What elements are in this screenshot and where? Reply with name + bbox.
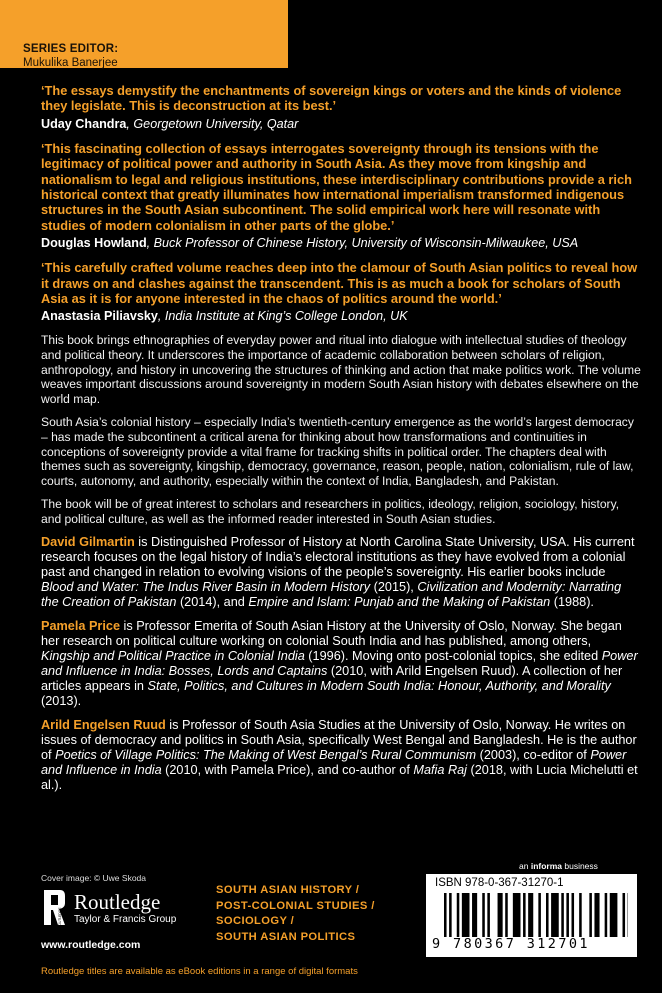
description-paragraph: The book will be of great interest to scholars and researchers in politics, ideology, religion, sociology, history, and political culture, as well as the informed reader interested in South Asian studies. <box>41 497 620 526</box>
subject-categories <box>216 883 375 945</box>
publisher-group: Taylor & Francis Group <box>74 914 177 925</box>
ebook-availability-note: Routledge titles are available as eBook editions in a range of digital formats <box>41 966 358 977</box>
informa-business-label: an informa business <box>519 861 598 871</box>
publisher-name: Routledge <box>74 890 161 914</box>
endorsement <box>41 141 641 251</box>
series-editor-label: SERIES EDITOR: <box>23 43 119 55</box>
subject-category: SOCIOLOGY / <box>216 915 295 927</box>
subject-category: POST-COLONIAL STUDIES / <box>216 899 375 912</box>
series-editor-box <box>0 0 288 68</box>
endorser-affiliation: , India Institute at King’s College London, UK <box>157 309 408 324</box>
editor-name: Pamela Price <box>41 618 120 633</box>
description-paragraph: This book brings ethnographies of everyday power and ritual into dialogue with intellectual studies of theology and political theory. It underscores the importance of academic collaboration between scholars of religion, anthropology, and history in uncovering the structures of thinking and action that make politics work. The volume weaves important discussions around sovereignty in modern South Asian history with debates elsewhere on the world map. <box>41 333 641 406</box>
description-paragraph: South Asia’s colonial history – especially India’s twentieth-century emergence as the world’s largest democracy – has made the subcontinent a critical arena for thinking about how transformations and continuities in conceptions of sovereignty provide a vital frame for tracking shifts in political order. The chapters deal with themes such as sovereignty, kingship, democracy, governance, reason, people, nation, colonialism, rule of law, courts, autonomy, and authority, especially within the context of India, Bangladesh, and Pakistan. <box>41 415 634 488</box>
endorser-name: Uday Chandra <box>41 116 127 131</box>
endorsement-quote: ‘The essays demystify the enchantments of sovereign kings or voters and the kinds of violence they legislate. This is deconstruction at its best.’ <box>41 83 622 114</box>
endorser-affiliation: , Buck Professor of Chinese History, University of Wisconsin-Milwaukee, USA <box>146 236 579 251</box>
endorsement <box>41 260 641 324</box>
series-editor-name: Mukulika Banerjee <box>23 57 118 69</box>
endorsement-quote: ‘This carefully crafted volume reaches deep into the clamour of South Asian politics to reveal how it draws on and clashes against the transcendent. This is as much a book for scholars of South Asia as it is for anyone interested in the chaos of politics around the world.’ <box>41 260 638 307</box>
endorsement <box>41 83 641 132</box>
svg-text:ROUTLEDGE: ROUTLEDGE <box>58 907 62 928</box>
endorsement-attribution <box>41 309 641 324</box>
routledge-logo <box>41 887 211 933</box>
subject-category: SOUTH ASIAN HISTORY / <box>216 884 360 896</box>
subject-category: SOUTH ASIAN POLITICS <box>216 930 356 943</box>
endorsement-quote: ‘This fascinating collection of essays interrogates sovereignty through its tensions with the legitimacy of political power and authority in South Asia. As they move from kingship and nationalism to legal and religious institutions, these interdisciplinary contributions provide a rich historical context that greatly illuminates how international imperialism transformed indigenous structures in the South Asian subcontinent. The solid empirical work here will resonate with studies of modern colonialism in other parts of the globe.’ <box>41 140 632 233</box>
isbn-number: ISBN 978-0-367-31270-1 <box>435 877 564 889</box>
editor-bio: David Gilmartin is Distinguished Professor of History at North Carolina State University, USA. His current research focuses on the legal history of India’s electoral institutions as they have evolved from a colonial past and changed in relation to evolving visions of the people’s sovereignty. His earlier books include Blood and Water: The Indus River Basin in Modern History (2015), Civilization and Modernity: Narrating the Creation of Pakistan (2014), and Empire and Islam: Punjab and the Making of Pakistan (1988). <box>41 534 635 609</box>
endorser-affiliation: , Georgetown University, Qatar <box>126 116 299 131</box>
routledge-mark-icon <box>41 889 67 929</box>
barcode-icon <box>444 893 628 937</box>
endorser-name: Anastasia Piliavsky <box>41 309 158 324</box>
barcode-digits: 9 780367 312701 <box>432 936 590 952</box>
editor-bio: Arild Engelsen Ruud is Professor of South Asia Studies at the University of Oslo, Norway. He writes on issues of democracy and politics in South Asia, specifically West Bengal and Bangladesh. He is the author of Poetics of Village Politics: The Making of West Bengal’s Rural Communism (2003), co-editor of Power and Influence in India (2010, with Pamela Price), and co-author of Mafia Raj (2018, with Lucia Michelutti et al.). <box>41 717 638 792</box>
cover-image-credit: Cover image: © Uwe Skoda <box>41 873 147 883</box>
editor-name: Arild Engelsen Ruud <box>41 717 166 732</box>
editor-bio: Pamela Price is Professor Emerita of South Asian History at the University of Oslo, Norway. She began her research on political culture working on colonial South India and has published, among others, Kingship and Political Practice in Colonial India (1996). Moving onto post-colonial topics, she edited Power and Influence in India: Bosses, Lords and Captains (2010, with Arild Engelsen Ruud). A collection of her articles appears in State, Politics, and Cultures in Modern South India: Honour, Authority, and Morality (2013). <box>41 618 638 708</box>
endorsement-attribution <box>41 236 641 251</box>
endorser-name: Douglas Howland <box>41 236 147 251</box>
editor-name: David Gilmartin <box>41 534 135 549</box>
endorsement-attribution <box>41 117 641 132</box>
back-cover-text <box>41 83 641 802</box>
isbn-barcode-box <box>426 874 637 957</box>
publisher-website[interactable]: www.routledge.com <box>41 939 141 951</box>
